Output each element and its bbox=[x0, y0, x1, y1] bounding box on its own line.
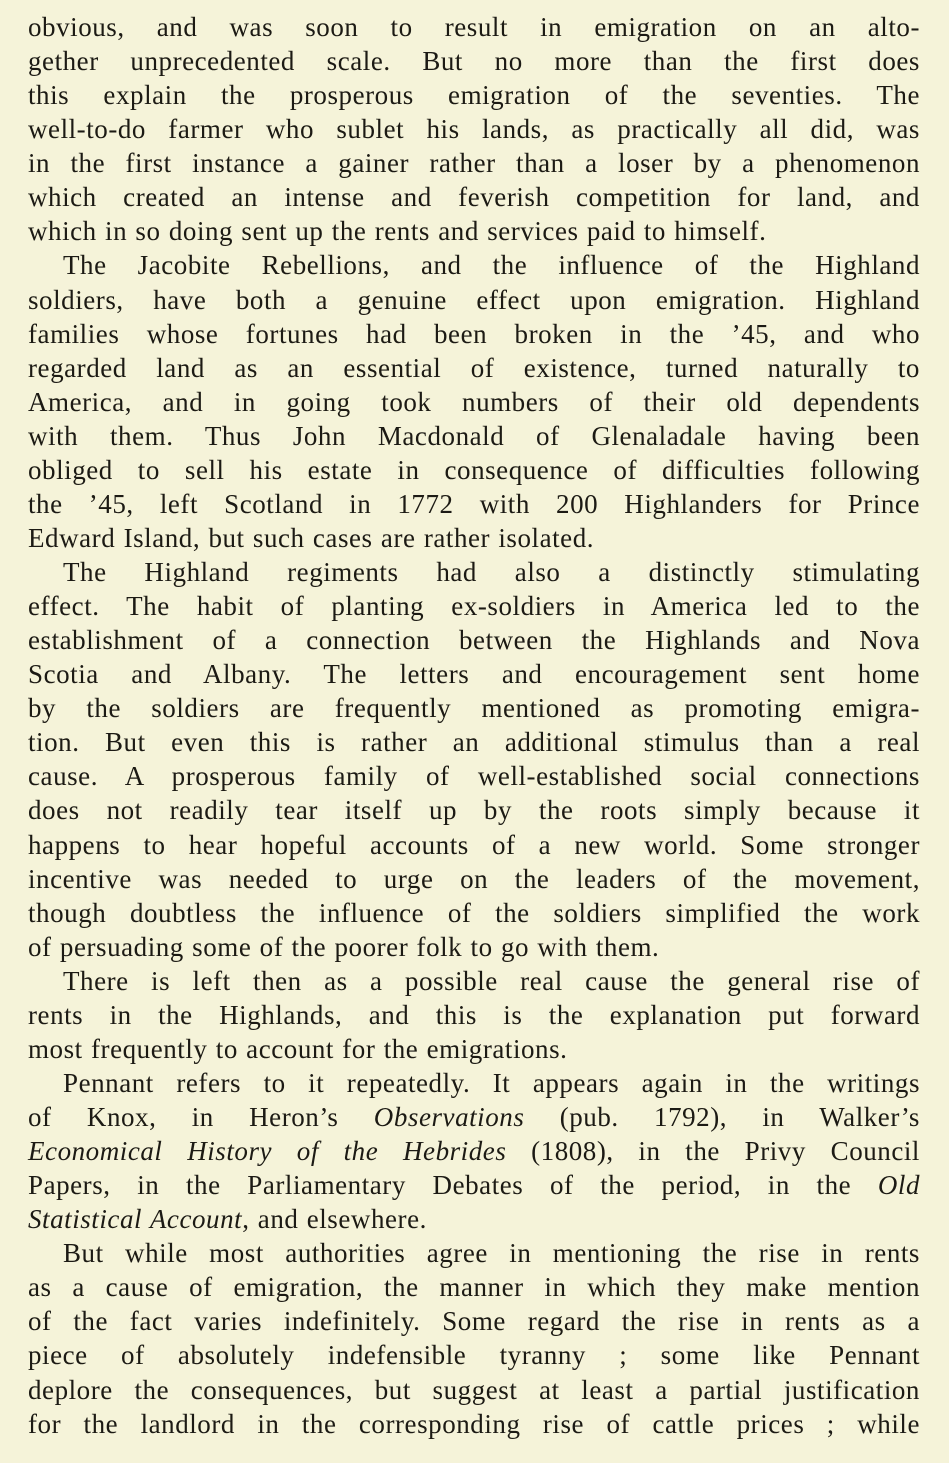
text-segment: tion. But even this is rather an additional stimulus than a real bbox=[28, 727, 920, 758]
text-segment: Edward Island, but such cases are rather isolated. bbox=[28, 522, 595, 553]
document-page bbox=[28, 10, 920, 1441]
text-line bbox=[28, 1407, 920, 1441]
text-segment: of persuading some of the poorer folk to go with them. bbox=[28, 931, 660, 962]
text-line bbox=[28, 555, 920, 589]
text-segment: Pennant refers to it repeatedly. It appears again in the writings bbox=[63, 1067, 920, 1098]
text-line bbox=[28, 419, 920, 453]
text-segment: this explain the prosperous emigration of the seventies. The bbox=[28, 80, 920, 111]
text-segment: for the landlord in the corresponding rise of cattle prices ; while bbox=[28, 1408, 920, 1439]
text-segment: the ’45, left Scotland in 1772 with 200 Highlanders for Prince bbox=[28, 488, 920, 519]
text-line bbox=[28, 725, 920, 759]
text-segment: Scotia and Albany. The letters and encouragement sent home bbox=[28, 659, 920, 690]
text-line bbox=[28, 10, 920, 44]
text-line bbox=[28, 793, 920, 827]
text-segment: well-to-do farmer who sublet his lands, as practically all did, was bbox=[28, 114, 920, 145]
text-segment: does not readily tear itself up by the roots simply because it bbox=[28, 795, 920, 826]
text-line bbox=[28, 78, 920, 112]
text-segment: happens to hear hopeful accounts of a new world. Some stronger bbox=[28, 829, 920, 860]
text-segment: in the first instance a gainer rather than a loser by a phenomenon bbox=[28, 148, 920, 179]
text-line bbox=[28, 862, 920, 896]
text-line bbox=[28, 1373, 920, 1407]
text-line bbox=[28, 1304, 920, 1338]
text-line bbox=[28, 1066, 920, 1100]
text-line bbox=[28, 283, 920, 317]
text-segment: with them. Thus John Macdonald of Glenaladale having been bbox=[28, 420, 920, 451]
text-line bbox=[28, 146, 920, 180]
text-segment: piece of absolutely indefensible tyranny ; some like Pennant bbox=[28, 1340, 920, 1371]
text-segment: obvious, and was soon to result in emigration on an alto- bbox=[28, 12, 920, 42]
text-segment: (1808), in the Privy Council bbox=[506, 1136, 920, 1167]
text-line bbox=[28, 44, 920, 78]
text-segment: rents in the Highlands, and this is the explanation put forward bbox=[28, 999, 920, 1030]
text-segment: which created an intense and feverish competition for land, and bbox=[28, 182, 920, 213]
italic-title: Observations bbox=[373, 1102, 525, 1132]
text-segment: families whose fortunes had been broken in the ’45, and who bbox=[28, 318, 920, 349]
text-segment: There is left then as a possible real cause the general rise of bbox=[63, 965, 920, 996]
text-segment: soldiers, have both a genuine effect upon emigration. Highland bbox=[28, 284, 920, 315]
text-line bbox=[28, 1032, 920, 1066]
text-line bbox=[28, 964, 920, 998]
text-line bbox=[28, 930, 920, 964]
text-segment: of Knox, in Heron’s bbox=[28, 1102, 374, 1132]
text-segment: deplore the consequences, but suggest at least a partial justification bbox=[28, 1374, 920, 1405]
text-line bbox=[28, 1236, 920, 1270]
italic-title: Old bbox=[877, 1170, 920, 1201]
text-segment: (pub. 1792), in Walker’s bbox=[524, 1102, 920, 1132]
text-line bbox=[28, 1168, 920, 1202]
text-line bbox=[28, 1338, 920, 1372]
text-line bbox=[28, 180, 920, 214]
text-line bbox=[28, 691, 920, 725]
text-segment: regarded land as an essential of existence, turned naturally to bbox=[28, 352, 920, 383]
text-line bbox=[28, 453, 920, 487]
text-segment: The Highland regiments had also a distinctly stimulating bbox=[63, 557, 920, 587]
text-line bbox=[28, 998, 920, 1032]
italic-title: Statistical Account bbox=[28, 1204, 243, 1235]
text-line bbox=[28, 896, 920, 930]
text-segment: But while most authorities agree in mentioning the rise in rents bbox=[63, 1238, 920, 1269]
text-segment: gether unprecedented scale. But no more than the first does bbox=[28, 46, 920, 77]
text-segment: as a cause of emigration, the manner in which they make mention bbox=[28, 1272, 920, 1303]
text-segment: Papers, in the Parliamentary Debates of the period, in the bbox=[28, 1170, 878, 1201]
text-line bbox=[28, 112, 920, 146]
text-segment: establishment of a connection between the Highlands and Nova bbox=[28, 625, 920, 656]
text-segment: incentive was needed to urge on the leaders of the movement, bbox=[28, 863, 920, 894]
text-segment: obliged to sell his estate in consequence of difficulties following bbox=[28, 454, 920, 485]
text-line bbox=[28, 317, 920, 351]
text-segment: most frequently to account for the emigrations. bbox=[28, 1033, 568, 1064]
text-line bbox=[28, 623, 920, 657]
text-line bbox=[28, 1202, 920, 1236]
text-line bbox=[28, 214, 920, 248]
text-line bbox=[28, 351, 920, 385]
text-segment: America, and in going took numbers of their old dependents bbox=[28, 386, 920, 417]
text-segment: of the fact varies indefinitely. Some regard the rise in rents as a bbox=[28, 1306, 920, 1337]
text-line bbox=[28, 828, 920, 862]
text-line bbox=[28, 589, 920, 623]
text-line bbox=[28, 385, 920, 419]
text-segment: though doubtless the influence of the soldiers simplified the work bbox=[28, 897, 920, 928]
italic-title: Economical History of the Hebrides bbox=[28, 1136, 507, 1167]
text-line bbox=[28, 521, 920, 555]
text-segment: which in so doing sent up the rents and services paid to himself. bbox=[28, 216, 767, 247]
text-segment: cause. A prosperous family of well-established social connections bbox=[28, 761, 920, 792]
text-line bbox=[28, 1100, 920, 1134]
text-segment: , and elsewhere. bbox=[242, 1204, 427, 1235]
text-line bbox=[28, 487, 920, 521]
text-segment: effect. The habit of planting ex-soldiers in America led to the bbox=[28, 591, 920, 622]
text-line bbox=[28, 759, 920, 793]
text-line bbox=[28, 248, 920, 282]
text-line bbox=[28, 657, 920, 691]
text-line bbox=[28, 1134, 920, 1168]
text-segment: by the soldiers are frequently mentioned as promoting emigra- bbox=[28, 693, 920, 724]
text-line bbox=[28, 1270, 920, 1304]
text-segment: The Jacobite Rebellions, and the influence of the Highland bbox=[63, 250, 920, 281]
